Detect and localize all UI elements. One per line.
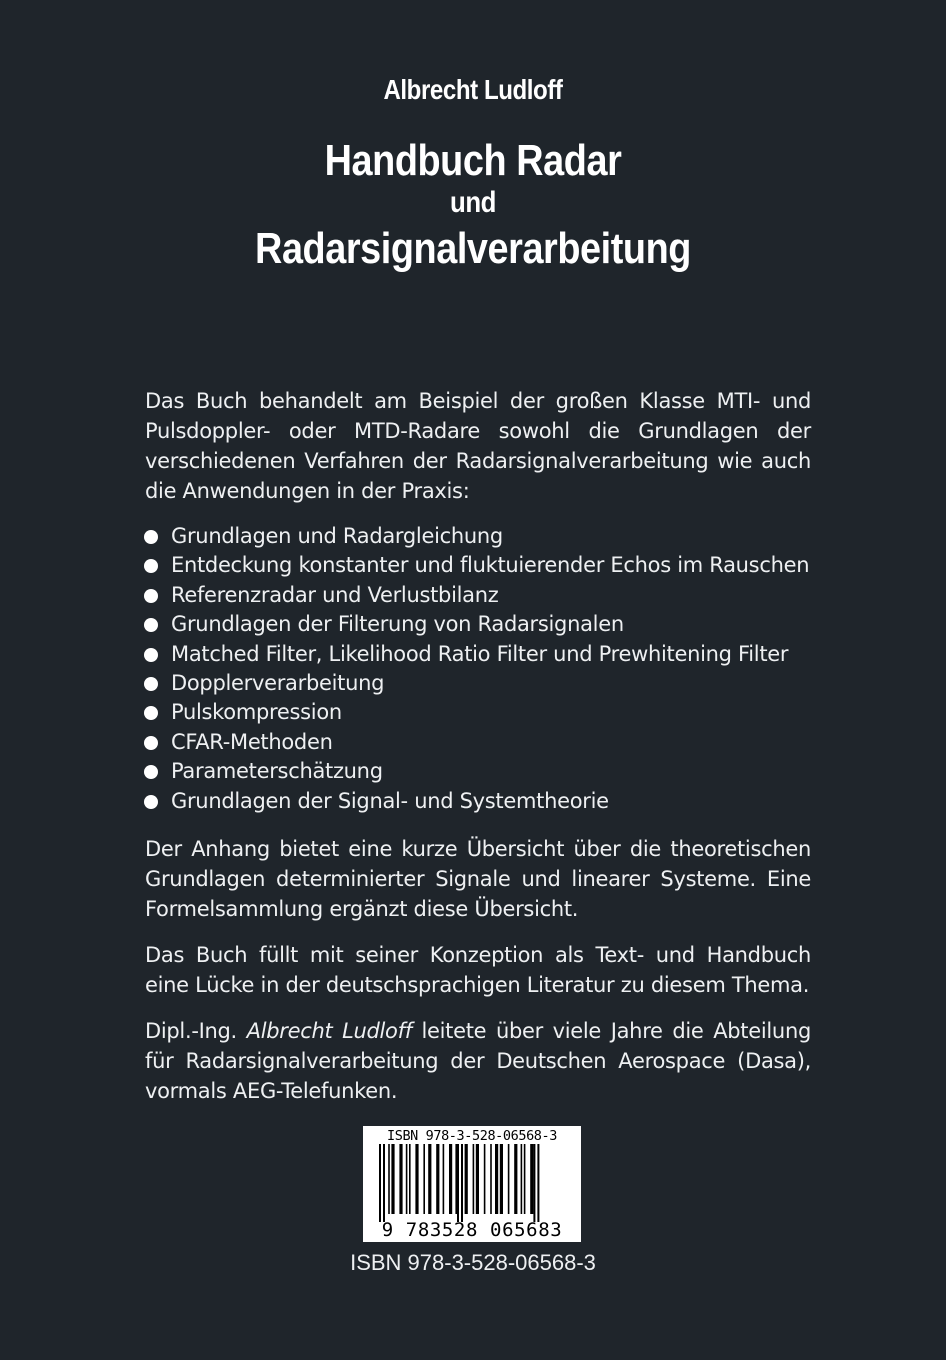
barcode-bars [369,1144,575,1222]
barcode-bar [473,1144,475,1214]
author-name: Albrecht Ludloff [383,74,563,105]
topic-label: Dopplerverarbeitung [171,670,385,695]
barcode-bar [391,1144,394,1214]
barcode-guard-bar [383,1144,385,1222]
annex-paragraph: Der Anhang bietet eine kurze Übersicht über die theoretischen Grundlagen determinierter Signale und linearer Systeme. Eine Formelsammlung ergänzt diese Übersicht. [145,837,811,921]
topic-item [143,787,843,816]
bullet-icon [144,795,158,809]
title-line-1: Handbuch Radar [324,136,622,185]
barcode-bar [476,1144,479,1214]
barcode-guard-bar [379,1144,381,1222]
topic-label: Parameterschätzung [171,759,383,784]
topic-list [143,522,843,816]
bullet-icon [144,530,158,544]
barcode-bar [521,1144,523,1214]
bullet-icon [144,677,158,691]
barcode-bar [399,1144,402,1214]
barcode-bar [388,1144,390,1214]
bullet-icon [144,765,158,779]
bullet-icon [144,706,158,720]
bullet-icon [144,648,158,662]
barcode-bar [495,1144,498,1214]
topic-label: Grundlagen und Radargleichung [171,524,503,548]
barcode-bar [423,1144,425,1214]
bio-author-name: Albrecht Ludloff [246,1019,412,1043]
intro-paragraph: Das Buch behandelt am Beispiel der großen Klasse MTI- und Pulsdoppler- oder MTD-Radare sowohl die Grundlagen der verschiedenen Verfahren der Radarsignalverarbeitung wie auch die Anwendungen in der Praxis: [145,389,811,503]
barcode-guard-bar [461,1144,463,1222]
barcode-bar [484,1144,486,1214]
title-line-3: Radarsignalverarbeitung [255,224,691,273]
barcode-bar [500,1144,503,1214]
topic-item [143,728,843,757]
barcode-guard-bar [533,1144,535,1222]
topic-item [143,698,843,727]
barcode-bar [428,1144,431,1214]
topic-item [143,610,843,639]
barcode-bar [415,1144,418,1214]
concept-paragraph: Das Buch füllt mit seiner Konzeption als Text- und Handbuch eine Lücke in der deutschsprachigen Literatur zu diesem Thema. [145,943,811,997]
barcode-bar [514,1144,517,1214]
barcode-isbn-label: ISBN 978-3-528-06568-3 [386,1128,557,1144]
topic-item [143,640,843,669]
bio-text: leitete über viele Jahre die Abteilung für Radarsignalverarbeitung der Deutschen Aerospace (Dasa), vormals AEG-Telefunken. [145,1019,811,1103]
topic-label: Pulskompression [171,700,342,725]
barcode-bar [449,1144,452,1214]
topic-label: Grundlagen der Filterung von Radarsignalen [171,612,624,637]
barcode [363,1126,581,1242]
topic-label: Referenzradar und Verlustbilanz [171,582,499,607]
barcode-bar [455,1144,457,1214]
barcode-bar [465,1144,468,1214]
author-bio-paragraph [145,1016,811,1106]
barcode-bar [406,1144,408,1214]
topic-label: CFAR-Methoden [171,729,333,754]
topic-item [143,757,843,786]
barcode-bar [490,1144,492,1214]
isbn-text: ISBN 978-3-528-06568-3 [350,1250,596,1275]
topic-label: Entdeckung konstanter und fluktuierender Echos im Rauschen [171,553,810,578]
barcode-bar [409,1144,411,1214]
barcode-bar [443,1144,445,1214]
bullet-icon [144,589,158,603]
barcode-bar [436,1144,439,1214]
barcode-bar [524,1144,526,1214]
barcode-guard-bar [537,1144,539,1222]
barcode-digits: 9 783528 065683 [381,1219,563,1241]
title-line-2: und [449,186,496,219]
topic-item [143,522,843,551]
bullet-icon [144,618,158,632]
barcode-bar [530,1144,533,1214]
topic-item [143,669,843,698]
bullet-icon [144,559,158,573]
topic-item [143,551,843,580]
barcode-bar [508,1144,510,1214]
topic-label: Matched Filter, Likelihood Ratio Filter und Prewhitening Filter [171,641,789,666]
barcode-guard-bar [457,1144,459,1222]
bio-prefix: Dipl.-Ing. [145,1019,237,1043]
bullet-icon [144,736,158,750]
topic-item [143,581,843,610]
topic-label: Grundlagen der Signal- und Systemtheorie [171,788,609,813]
